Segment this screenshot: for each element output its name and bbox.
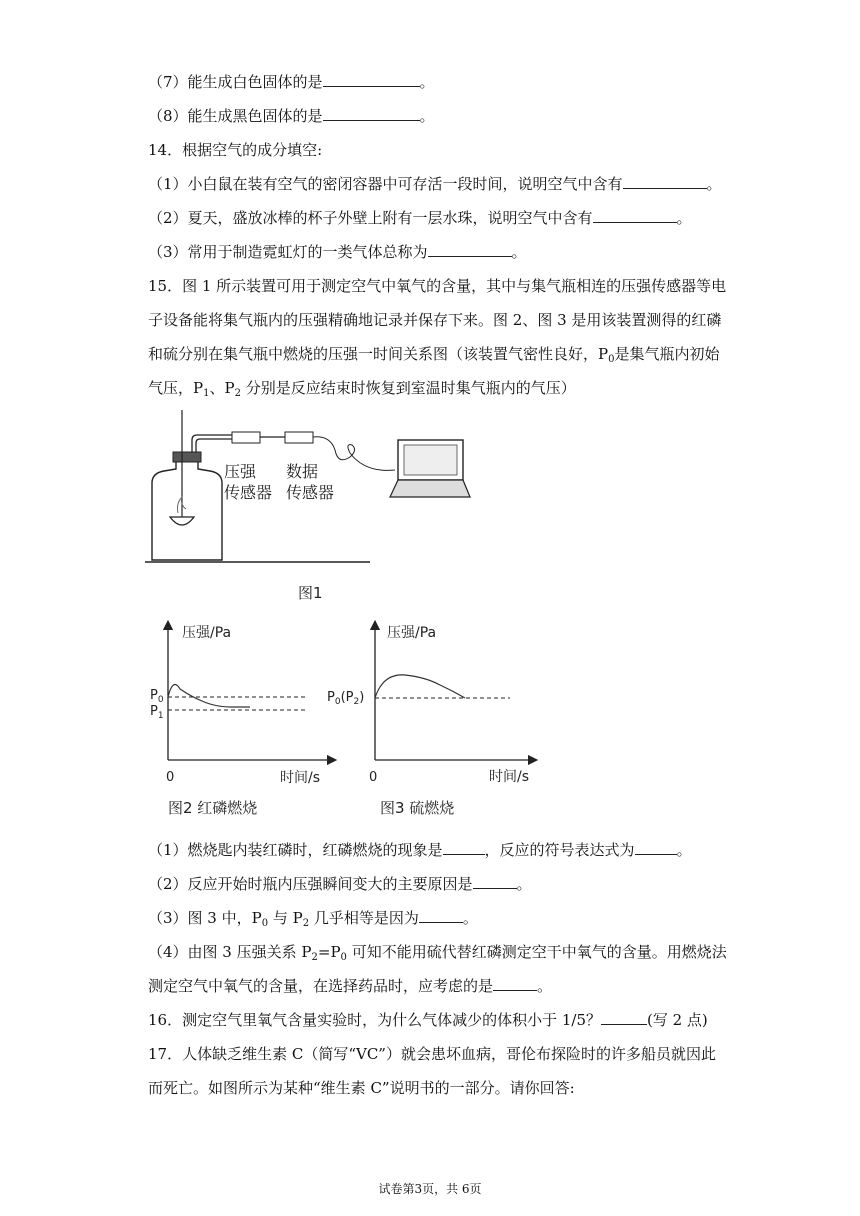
- question-16: 16．测定空气里氧气含量实验时，为什么气体减少的体积小于 1/5？ (写 2 点): [148, 1011, 708, 1029]
- answer-blank[interactable]: [601, 1010, 647, 1025]
- red-phosphorus-curve: [168, 685, 250, 708]
- question-14-title: 14．根据空气的成分填空:: [148, 141, 323, 159]
- figure-3-chart: [325, 615, 545, 820]
- q15-item-4-line-1: （4）由图 3 压强关系 $P_2=P_0$ 可知不能用硫代替红磷测定空干中氧气的含量。用燃烧法: [148, 943, 727, 963]
- question-17-line-2: 而死亡。如图所示为某种“维生素 C”说明书的一部分。请你回答:: [148, 1079, 575, 1097]
- cable: [313, 437, 395, 471]
- answer-blank[interactable]: [428, 242, 512, 257]
- x-axis-label: 时间/s: [280, 770, 321, 786]
- laptop-keyboard: [390, 480, 470, 497]
- figure-3-caption: 图3 硫燃烧: [380, 799, 455, 817]
- connecting-tube: [192, 435, 232, 452]
- p1-label: $P_1$: [150, 704, 164, 721]
- combustion-spoon: [170, 517, 194, 525]
- y-axis-label: 压强/Pa: [182, 625, 232, 641]
- x-axis-label: 时间/s: [489, 769, 530, 785]
- answer-blank[interactable]: [323, 72, 420, 87]
- figure-1-caption: 图1: [298, 584, 323, 602]
- origin-label: 0: [369, 770, 378, 785]
- sulfur-curve: [375, 675, 465, 698]
- page-footer: 试卷第3页，共 6页: [378, 1182, 482, 1196]
- data-sensor: [285, 432, 313, 443]
- q13-item-8: （8）能生成黑色固体的是 。: [148, 107, 435, 125]
- origin-label: 0: [166, 770, 175, 785]
- figure-2-caption: 图2 红磷燃烧: [168, 799, 258, 817]
- gas-bottle: [152, 461, 222, 560]
- q15-item-4-line-2: 测定空气中氧气的含量，在选择药品时，应考虑的是 。: [148, 977, 553, 995]
- answer-blank[interactable]: [623, 174, 707, 189]
- sensor-1-label-line1: 压强: [224, 462, 257, 481]
- q15-item-2: （2）反应开始时瓶内压强瞬间变大的主要原因是 。: [148, 875, 532, 893]
- question-15-line-3: 和硫分别在集气瓶中燃烧的压强一时间关系图（该装置气密性良好，$P_0$是集气瓶内初始: [148, 345, 720, 365]
- p0-p2-label: $P_0(P_2)$: [327, 690, 365, 707]
- sensor-2-label-line1: 数据: [286, 462, 319, 481]
- figure-1-apparatus: [140, 405, 480, 605]
- answer-blank[interactable]: [323, 106, 420, 121]
- question-15-line-2: 子设备能将集气瓶内的压强精确地记录并保存下来。图 2、图 3 是用该装置测得的红磷: [148, 311, 722, 329]
- answer-blank[interactable]: [419, 908, 463, 923]
- pressure-sensor: [232, 432, 260, 443]
- question-17-line-1: 17．人体缺乏维生素 C（简写“VC”）就会患坏血病，哥伦布探险时的许多船员就因此: [148, 1045, 716, 1063]
- p0-label: $P_0$: [150, 688, 164, 705]
- question-15-line-4: 气压，$P_1$、$P_2$ 分别是反应结束时恢复到室温时集气瓶内的气压）: [148, 379, 576, 399]
- stopper: [173, 452, 201, 462]
- q15-item-3: （3）图 3 中，$P_0$ 与 $P_2$ 几乎相等是因为 。: [148, 909, 478, 929]
- sensor-2-label-line2: 传感器: [286, 483, 335, 502]
- q14-item-2: （2）夏天，盛放冰棒的杯子外壁上附有一层水珠，说明空气中含有 。: [148, 209, 692, 227]
- question-15-line-1: 15．图 1 所示装置可用于测定空气中氧气的含量，其中与集气瓶相连的压强传感器等电: [148, 277, 727, 295]
- figure-2-chart: [140, 615, 350, 820]
- answer-blank[interactable]: [473, 874, 517, 889]
- q15-item-1: （1）燃烧匙内装红磷时，红磷燃烧的现象是 ，反应的符号表达式为 。: [148, 841, 692, 859]
- q13-item-7: （7）能生成白色固体的是 。: [148, 73, 435, 91]
- q14-item-3: （3）常用于制造霓虹灯的一类气体总称为 。: [148, 243, 527, 261]
- y-axis-label: 压强/Pa: [387, 625, 437, 641]
- answer-blank[interactable]: [443, 840, 485, 855]
- answer-blank[interactable]: [635, 840, 677, 855]
- q14-item-1: （1）小白鼠在装有空气的密闭容器中可存活一段时间，说明空气中含有 。: [148, 175, 722, 193]
- answer-blank[interactable]: [493, 976, 537, 991]
- sensor-1-label-line2: 传感器: [224, 483, 273, 502]
- answer-blank[interactable]: [593, 208, 677, 223]
